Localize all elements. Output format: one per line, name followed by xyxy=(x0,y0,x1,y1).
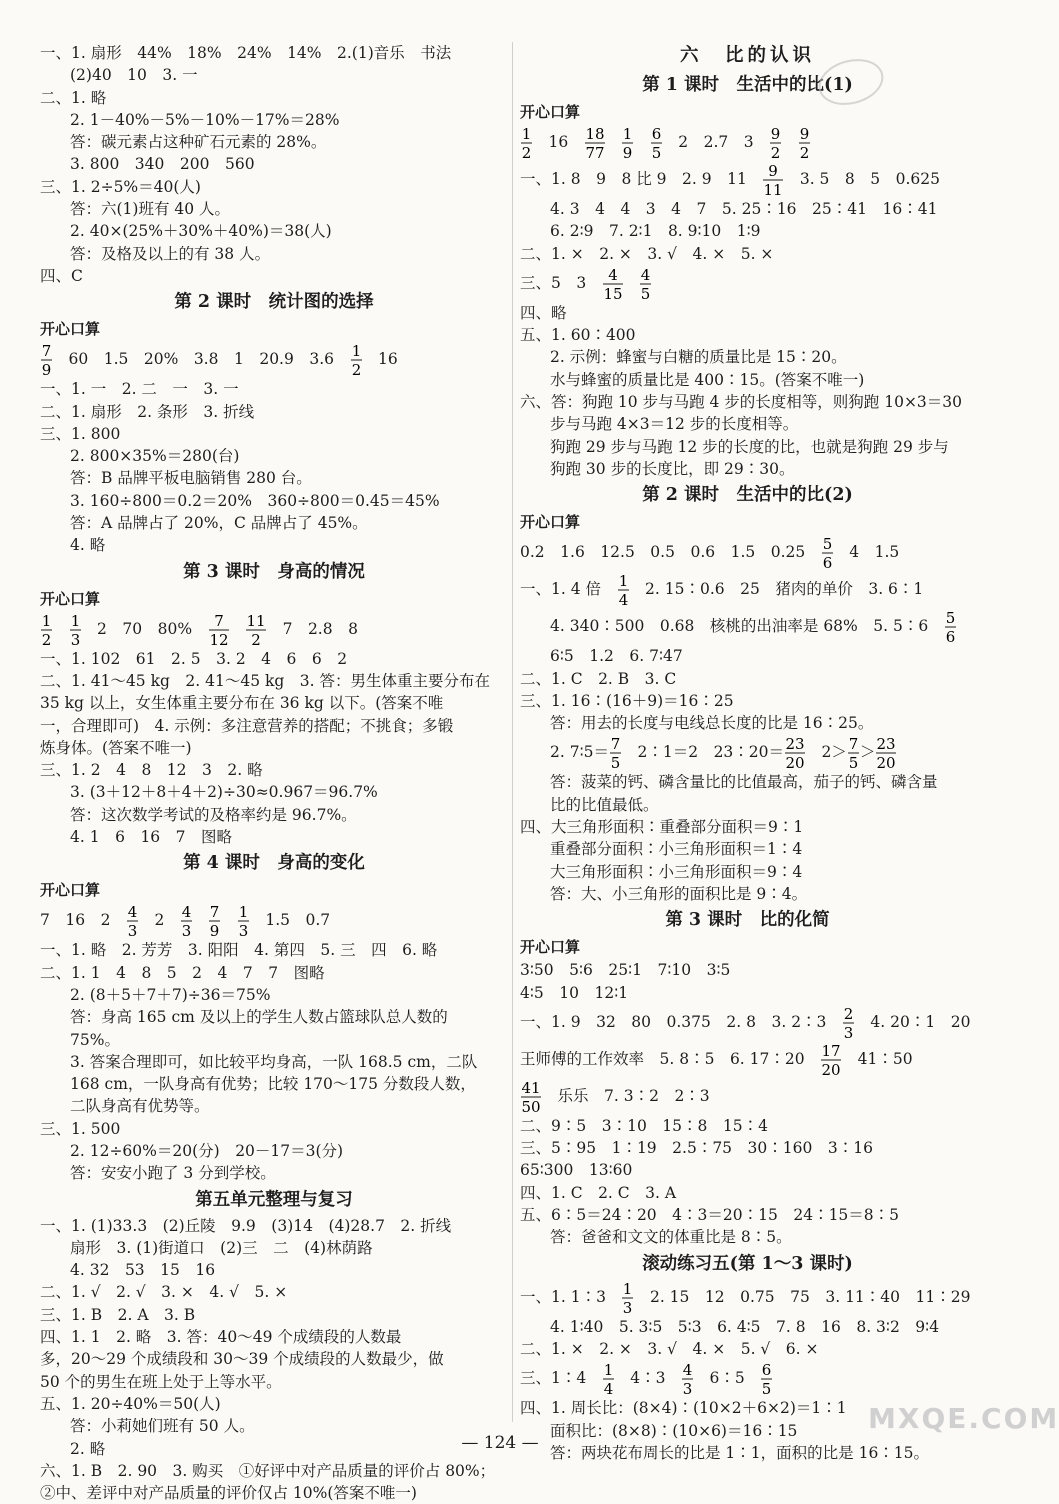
answer-line: 4. 1∶40 5. 3∶5 5∶3 6. 4∶5 7. 8 16 8. 3∶2 9∶4 xyxy=(550,1317,940,1336)
answer-line: 75%。 xyxy=(70,1030,120,1049)
svg-text:5: 5 xyxy=(610,754,621,773)
svg-text:1: 1 xyxy=(622,125,633,143)
svg-text:4: 4 xyxy=(127,903,138,922)
svg-text:9: 9 xyxy=(622,144,633,162)
svg-text:1: 1 xyxy=(618,572,628,591)
answer-line: 3. (3＋12＋8＋4＋2)÷30≈0.967＝96.7% xyxy=(70,783,378,802)
answer-line: 答：两块花布周长的比是 1∶1，面积的比是 16∶15。 xyxy=(550,1443,930,1462)
answer-line: 三、1. B 2. A 3. B xyxy=(40,1305,196,1324)
answer-line: 4. 略 xyxy=(70,536,106,555)
answer-line: 六、1. B 2. 90 3. 购买 ①好评中对产品质量的评价占 80%； xyxy=(40,1461,496,1480)
answer-line: 2. (8＋5＋7＋7)÷36＝75% xyxy=(70,985,271,1004)
answer-line: 1 2 16 18 77 1 9 6 5 2 2.7 3 9 2 9 2 xyxy=(521,125,809,162)
answer-line: 2. 40×(25%＋30%＋40%)＝38(人) xyxy=(70,222,332,241)
answer-line: 大三角形面积∶小三角形面积＝9∶4 xyxy=(550,862,803,881)
answer-line: 狗跑 30 步的长度比，即 29∶30。 xyxy=(550,459,795,478)
answer-line: 二、1. 41～45 kg 2. 41～45 kg 3. 答：男生体重主要分布在 xyxy=(40,671,491,690)
answer-line: 二、1. 略 xyxy=(40,88,107,107)
svg-text:1: 1 xyxy=(238,903,249,922)
answer-line: 答：A 品牌占了 20%，C 品牌占了 45%。 xyxy=(70,514,368,533)
answer-line: 三、1. 2 4 8 12 3 2. 略 xyxy=(40,761,263,780)
answer-line: 答：小莉她们班有 50 人。 xyxy=(70,1417,255,1436)
answer-line: 多，20～29 个成绩段和 30～39 个成绩段的人数最少，做 xyxy=(40,1350,444,1369)
answer-line: 65∶300 13∶60 xyxy=(520,1161,633,1180)
answer-line: 答：安安小跑了 3 分到学校。 xyxy=(70,1164,276,1183)
svg-text:2: 2 xyxy=(770,144,781,162)
svg-text:2: 2 xyxy=(351,361,361,380)
answer-line: 答：大、小三角形的面积比是 9∶4。 xyxy=(550,884,808,903)
lesson-heading: 第 2 课时 生活中的比(2) xyxy=(642,485,853,506)
svg-text:9: 9 xyxy=(770,125,781,143)
svg-text:4: 4 xyxy=(618,591,628,610)
answer-line: 2. 1－40%－5%－10%－17%＝28% xyxy=(70,110,340,129)
svg-text:2: 2 xyxy=(799,144,809,162)
section-label: 开心口算 xyxy=(40,320,101,339)
svg-text:1: 1 xyxy=(41,611,52,630)
answer-line: 一、1. 102 61 2. 5 3. 2 4 6 6 2 xyxy=(40,649,348,668)
answer-line: 答：六(1)班有 40 人。 xyxy=(70,200,231,219)
svg-text:5: 5 xyxy=(945,609,955,628)
lesson-heading: 滚动练习五(第 1～3 课时) xyxy=(642,1253,853,1274)
answer-line: 四、C xyxy=(40,266,83,285)
answer-line: 一、1. 8 9 8 比 9 2. 9 11 9 11 3. 5 8 5 0.625 xyxy=(520,162,941,199)
svg-text:6: 6 xyxy=(761,1361,772,1380)
svg-text:1: 1 xyxy=(70,611,80,630)
answer-line: 四、1. C 2. C 3. A xyxy=(520,1183,677,1202)
svg-text:7: 7 xyxy=(848,735,859,754)
svg-text:7: 7 xyxy=(210,903,220,922)
svg-text:77: 77 xyxy=(585,144,605,162)
answer-line: 六、答：狗跑 10 步与马跑 4 步的长度相等，则狗跑 10×3＝30 xyxy=(520,393,963,412)
svg-text:4: 4 xyxy=(181,903,192,922)
answer-line: 比的比值最低。 xyxy=(550,795,659,814)
answer-line: 四、略 xyxy=(520,303,567,322)
answer-line: 答：B 品牌平板电脑销售 280 台。 xyxy=(70,469,312,488)
answer-line: 三、1. 2÷5%＝40(人) xyxy=(40,177,201,196)
svg-text:17: 17 xyxy=(821,1041,841,1060)
answer-line: 二、1. × 2. × 3. √ 4. × 5. √ 6. × xyxy=(520,1339,819,1358)
svg-text:2: 2 xyxy=(41,630,52,649)
section-label: 开心口算 xyxy=(40,881,101,900)
answer-line: 一、1. 4 倍 1 4 2. 15∶0.6 25 猪肉的单价 3. 6∶1 xyxy=(520,572,924,610)
svg-text:3: 3 xyxy=(238,922,249,941)
svg-text:3: 3 xyxy=(70,630,80,649)
answer-line: 4. 340∶500 0.68 核桃的出油率是 68% 5. 5∶6 5 6 xyxy=(550,609,955,647)
answer-line: 三、1. 800 xyxy=(40,424,121,443)
answer-line: 35 kg 以上，女生体重主要分布在 36 kg 以下。(答案不唯 xyxy=(40,694,444,713)
answer-line: 2. 12÷60%＝20(分) 20－17＝3(分) xyxy=(70,1141,344,1160)
answer-line: 二、1. √ 2. √ 3. × 4. √ 5. × xyxy=(40,1283,288,1302)
answer-line: 答：及格及以上的有 38 人。 xyxy=(70,244,271,263)
answer-line: 重叠部分面积∶小三角形面积＝1∶4 xyxy=(550,840,803,859)
answer-line: 3. 160÷800＝0.2＝20% 360÷800＝0.45＝45% xyxy=(70,491,440,510)
answer-line: 二、1. 扇形 2. 条形 3. 折线 xyxy=(40,402,255,421)
answer-line: 五、6∶5＝24∶20 4∶3＝20∶15 24∶15＝8∶5 xyxy=(520,1206,900,1225)
answer-line: 一、1. 1∶3 1 3 2. 15 12 0.75 75 3. 11∶40 11∶29 xyxy=(520,1279,971,1317)
answer-line: 6∶5 1.2 6. 7∶47 xyxy=(550,647,683,666)
answer-line: 答：用去的长度与电线总长度的比是 16∶25。 xyxy=(550,714,874,733)
answer-line: 168 cm，一队身高有优势；比较 170～175 分数段人数， xyxy=(70,1075,476,1094)
lesson-heading: 第 2 课时 统计图的选择 xyxy=(174,292,374,313)
answer-line: 二队身高有优势等。 xyxy=(70,1097,210,1116)
left-column xyxy=(40,42,508,1504)
answer-line: 面积比：(8×8)∶(10×6)＝16∶15 xyxy=(550,1421,798,1440)
answer-line: 2. 800×35%＝280(台) xyxy=(70,447,240,466)
answer-line: 2. 略 xyxy=(70,1439,106,1458)
answer-line: 一，合理即可) 4. 示例：多注意营养的搭配；不挑食；多锻 xyxy=(40,716,454,735)
answer-line: 0.2 1.6 12.5 0.5 0.6 1.5 0.25 5 6 4 1.5 xyxy=(520,535,900,573)
svg-text:6: 6 xyxy=(945,628,955,647)
right-column xyxy=(520,42,975,1464)
svg-text:50: 50 xyxy=(521,1097,541,1116)
answer-line: 扇形 3. (1)街道口 (2)三 二 (4)林荫路 xyxy=(70,1238,373,1257)
answer-line: 3. 800 340 200 560 xyxy=(70,155,255,174)
svg-text:18: 18 xyxy=(585,125,605,143)
svg-text:3: 3 xyxy=(623,1298,633,1317)
answer-line: 3. 答案合理即可，如比较平均身高，一队 168.5 cm，二队 xyxy=(70,1052,478,1071)
svg-text:41: 41 xyxy=(521,1078,541,1097)
answer-line: 2. 示例：蜂蜜与白糖的质量比是 15∶20。 xyxy=(550,348,847,367)
svg-text:23: 23 xyxy=(876,735,896,754)
answer-line: 一、1. (1)33.3 (2)丘陵 9.9 (3)14 (4)28.7 2. 折线 xyxy=(40,1216,452,1235)
svg-text:9: 9 xyxy=(210,922,220,941)
section-label: 开心口算 xyxy=(40,589,101,608)
answer-line: 4∶5 10 12∶1 xyxy=(520,983,629,1002)
answer-line: 一、1. 一 2. 二 一 3. 一 xyxy=(40,380,239,399)
svg-text:6: 6 xyxy=(651,125,662,143)
svg-text:6: 6 xyxy=(822,554,833,573)
svg-text:11: 11 xyxy=(246,611,266,630)
answer-line: 50 个的男生在班上处于上等水平。 xyxy=(40,1372,282,1391)
lesson-heading: 第 1 课时 生活中的比(1) xyxy=(642,75,853,95)
svg-text:5: 5 xyxy=(761,1380,772,1399)
svg-text:3: 3 xyxy=(127,922,138,941)
svg-text:3: 3 xyxy=(181,922,192,941)
answer-line: 二、1. × 2. × 3. √ 4. × 5. × xyxy=(520,244,774,263)
unit-title: 六 比的认识 xyxy=(679,45,815,66)
answer-line: 三、5∶95 1∶19 2.5∶75 30∶160 3∶16 xyxy=(520,1139,873,1158)
answer-line: 五、1. 20÷40%＝50(人) xyxy=(40,1394,221,1413)
svg-text:4: 4 xyxy=(682,1361,693,1380)
svg-text:5: 5 xyxy=(848,754,859,773)
answer-line: 二、1. 1 4 8 5 2 4 7 7 图略 xyxy=(40,963,325,982)
svg-text:2: 2 xyxy=(251,630,261,649)
answer-line: 6. 2∶9 7. 2∶1 8. 9∶10 1∶9 xyxy=(550,222,761,241)
svg-text:4: 4 xyxy=(607,265,618,284)
svg-text:9: 9 xyxy=(41,361,52,380)
svg-text:3: 3 xyxy=(843,1023,854,1042)
svg-text:11: 11 xyxy=(763,181,783,199)
answer-line: 四、1. 周长比：(8×4)∶(10×2＋6×2)＝1∶1 xyxy=(520,1399,847,1418)
answer-line: 答：碳元素占这种矿石元素的 28%。 xyxy=(70,133,327,152)
answer-line: 一、1. 略 2. 芳芳 3. 阳阳 4. 第四 5. 三 四 6. 略 xyxy=(40,941,438,960)
answer-line: 3∶50 5∶6 25∶1 7∶10 3∶5 xyxy=(520,961,731,980)
svg-text:12: 12 xyxy=(209,630,229,649)
answer-line: 一、1. 扇形 44% 18% 24% 14% 2.(1)音乐 书法 xyxy=(40,44,452,62)
svg-text:2: 2 xyxy=(843,1004,854,1023)
column-divider xyxy=(512,42,513,1422)
answer-line: 二、1. C 2. B 3. C xyxy=(520,669,677,688)
answer-line: 三、1. 500 xyxy=(40,1119,121,1138)
answer-line: (2)40 10 3. 一 xyxy=(70,66,198,85)
answer-line: 4. 1 6 16 7 图略 xyxy=(70,828,233,847)
answer-line: 答：菠菜的钙、磷含量比的比值最高，茄子的钙、磷含量 xyxy=(550,773,938,792)
answer-line: 王师傅的工作效率 5. 8∶5 6. 17∶20 17 20 41∶50 xyxy=(520,1041,913,1079)
answer-line: 三、1∶4 1 4 4∶3 4 3 6∶5 6 5 xyxy=(520,1361,772,1399)
svg-text:4: 4 xyxy=(640,265,651,284)
answer-line: 四、1. 1 2. 略 3. 答：40～49 个成绩段的人数最 xyxy=(40,1328,402,1347)
answer-line: 答：身高 165 cm 及以上的学生人数占篮球队总人数的 xyxy=(70,1008,448,1027)
svg-text:7: 7 xyxy=(213,611,224,630)
answer-line: 2. 7∶5＝ 7 5 2∶1＝2 23∶20＝ 23 20 2＞ 7 5 ＞ 23 20 xyxy=(550,735,896,773)
svg-text:15: 15 xyxy=(603,284,623,303)
lesson-heading: 第 4 课时 身高的变化 xyxy=(183,853,365,874)
svg-text:20: 20 xyxy=(821,1060,841,1079)
answer-line: 答：爸爸和文文的体重比是 8∶5。 xyxy=(550,1228,792,1247)
svg-text:20: 20 xyxy=(785,754,805,773)
svg-text:4: 4 xyxy=(603,1380,614,1399)
answer-line: 41 50 乐乐 7. 3∶2 2∶3 xyxy=(521,1078,710,1116)
lesson-heading: 第 3 课时 身高的情况 xyxy=(183,561,365,582)
section-label: 开心口算 xyxy=(520,513,581,532)
answer-line: 7 16 2 4 3 2 4 3 7 9 1 3 1.5 0.7 xyxy=(40,903,331,941)
svg-text:2: 2 xyxy=(521,144,532,162)
svg-text:5: 5 xyxy=(640,284,651,303)
answer-line: ②中、差评中对产品质量的评价仅占 10%(答案不唯一) xyxy=(40,1484,417,1503)
svg-text:1: 1 xyxy=(603,1361,614,1380)
answer-line: 五、1. 60∶400 xyxy=(520,326,636,345)
section-label: 开心口算 xyxy=(520,103,581,121)
lesson-heading: 第五单元整理与复习 xyxy=(195,1189,353,1210)
answer-line: 7 9 60 1.5 20% 3.8 1 20.9 3.6 1 2 16 xyxy=(41,342,398,380)
answer-line: 1 2 1 3 2 70 80% 7 12 11 2 7 2.8 8 xyxy=(41,611,358,649)
answer-line: 步与马跑 4×3＝12 步的长度相等。 xyxy=(550,415,799,434)
svg-text:7: 7 xyxy=(41,342,52,361)
lesson-heading: 第 3 课时 比的化简 xyxy=(665,910,830,931)
svg-text:1: 1 xyxy=(521,125,532,143)
answer-line: 三、5 3 4 15 4 5 xyxy=(520,265,651,303)
answer-line: 四、大三角形面积∶重叠部分面积＝9∶1 xyxy=(520,818,804,837)
svg-text:5: 5 xyxy=(651,144,662,162)
answer-line: 水与蜂蜜的质量比是 400∶15。(答案不唯一) xyxy=(550,370,865,389)
svg-text:1: 1 xyxy=(623,1279,633,1298)
answer-line: 三、1. 16∶(16＋9)＝16∶25 xyxy=(520,691,734,710)
answer-line: 4. 3 4 4 3 4 7 5. 25∶16 25∶41 16∶41 xyxy=(550,200,938,218)
answer-line: 4. 32 53 15 16 xyxy=(70,1261,216,1280)
answer-line: 一、1. 9 32 80 0.375 2. 8 3. 2∶3 2 3 4. 20∶1 20 xyxy=(520,1004,971,1042)
svg-text:5: 5 xyxy=(822,535,833,554)
answer-line: 答：这次数学考试的及格率约是 96.7%。 xyxy=(70,805,357,824)
answer-line: 二、9∶5 3∶10 15∶8 15∶4 xyxy=(520,1116,768,1135)
answer-line: 炼身体。(答案不唯一) xyxy=(40,738,192,757)
watermark-logo: MXQE.COM xyxy=(868,1402,1059,1435)
svg-text:20: 20 xyxy=(876,754,896,773)
section-label: 开心口算 xyxy=(520,938,581,957)
svg-text:3: 3 xyxy=(682,1380,693,1399)
svg-text:7: 7 xyxy=(610,735,621,754)
page-number: — 124 — xyxy=(461,1433,539,1453)
svg-text:9: 9 xyxy=(768,162,779,180)
svg-text:1: 1 xyxy=(351,342,361,361)
svg-text:9: 9 xyxy=(799,125,809,143)
answer-line: 狗跑 29 步与马跑 12 步的长度的比，也就是狗跑 29 步与 xyxy=(550,437,949,456)
svg-text:23: 23 xyxy=(785,735,805,754)
